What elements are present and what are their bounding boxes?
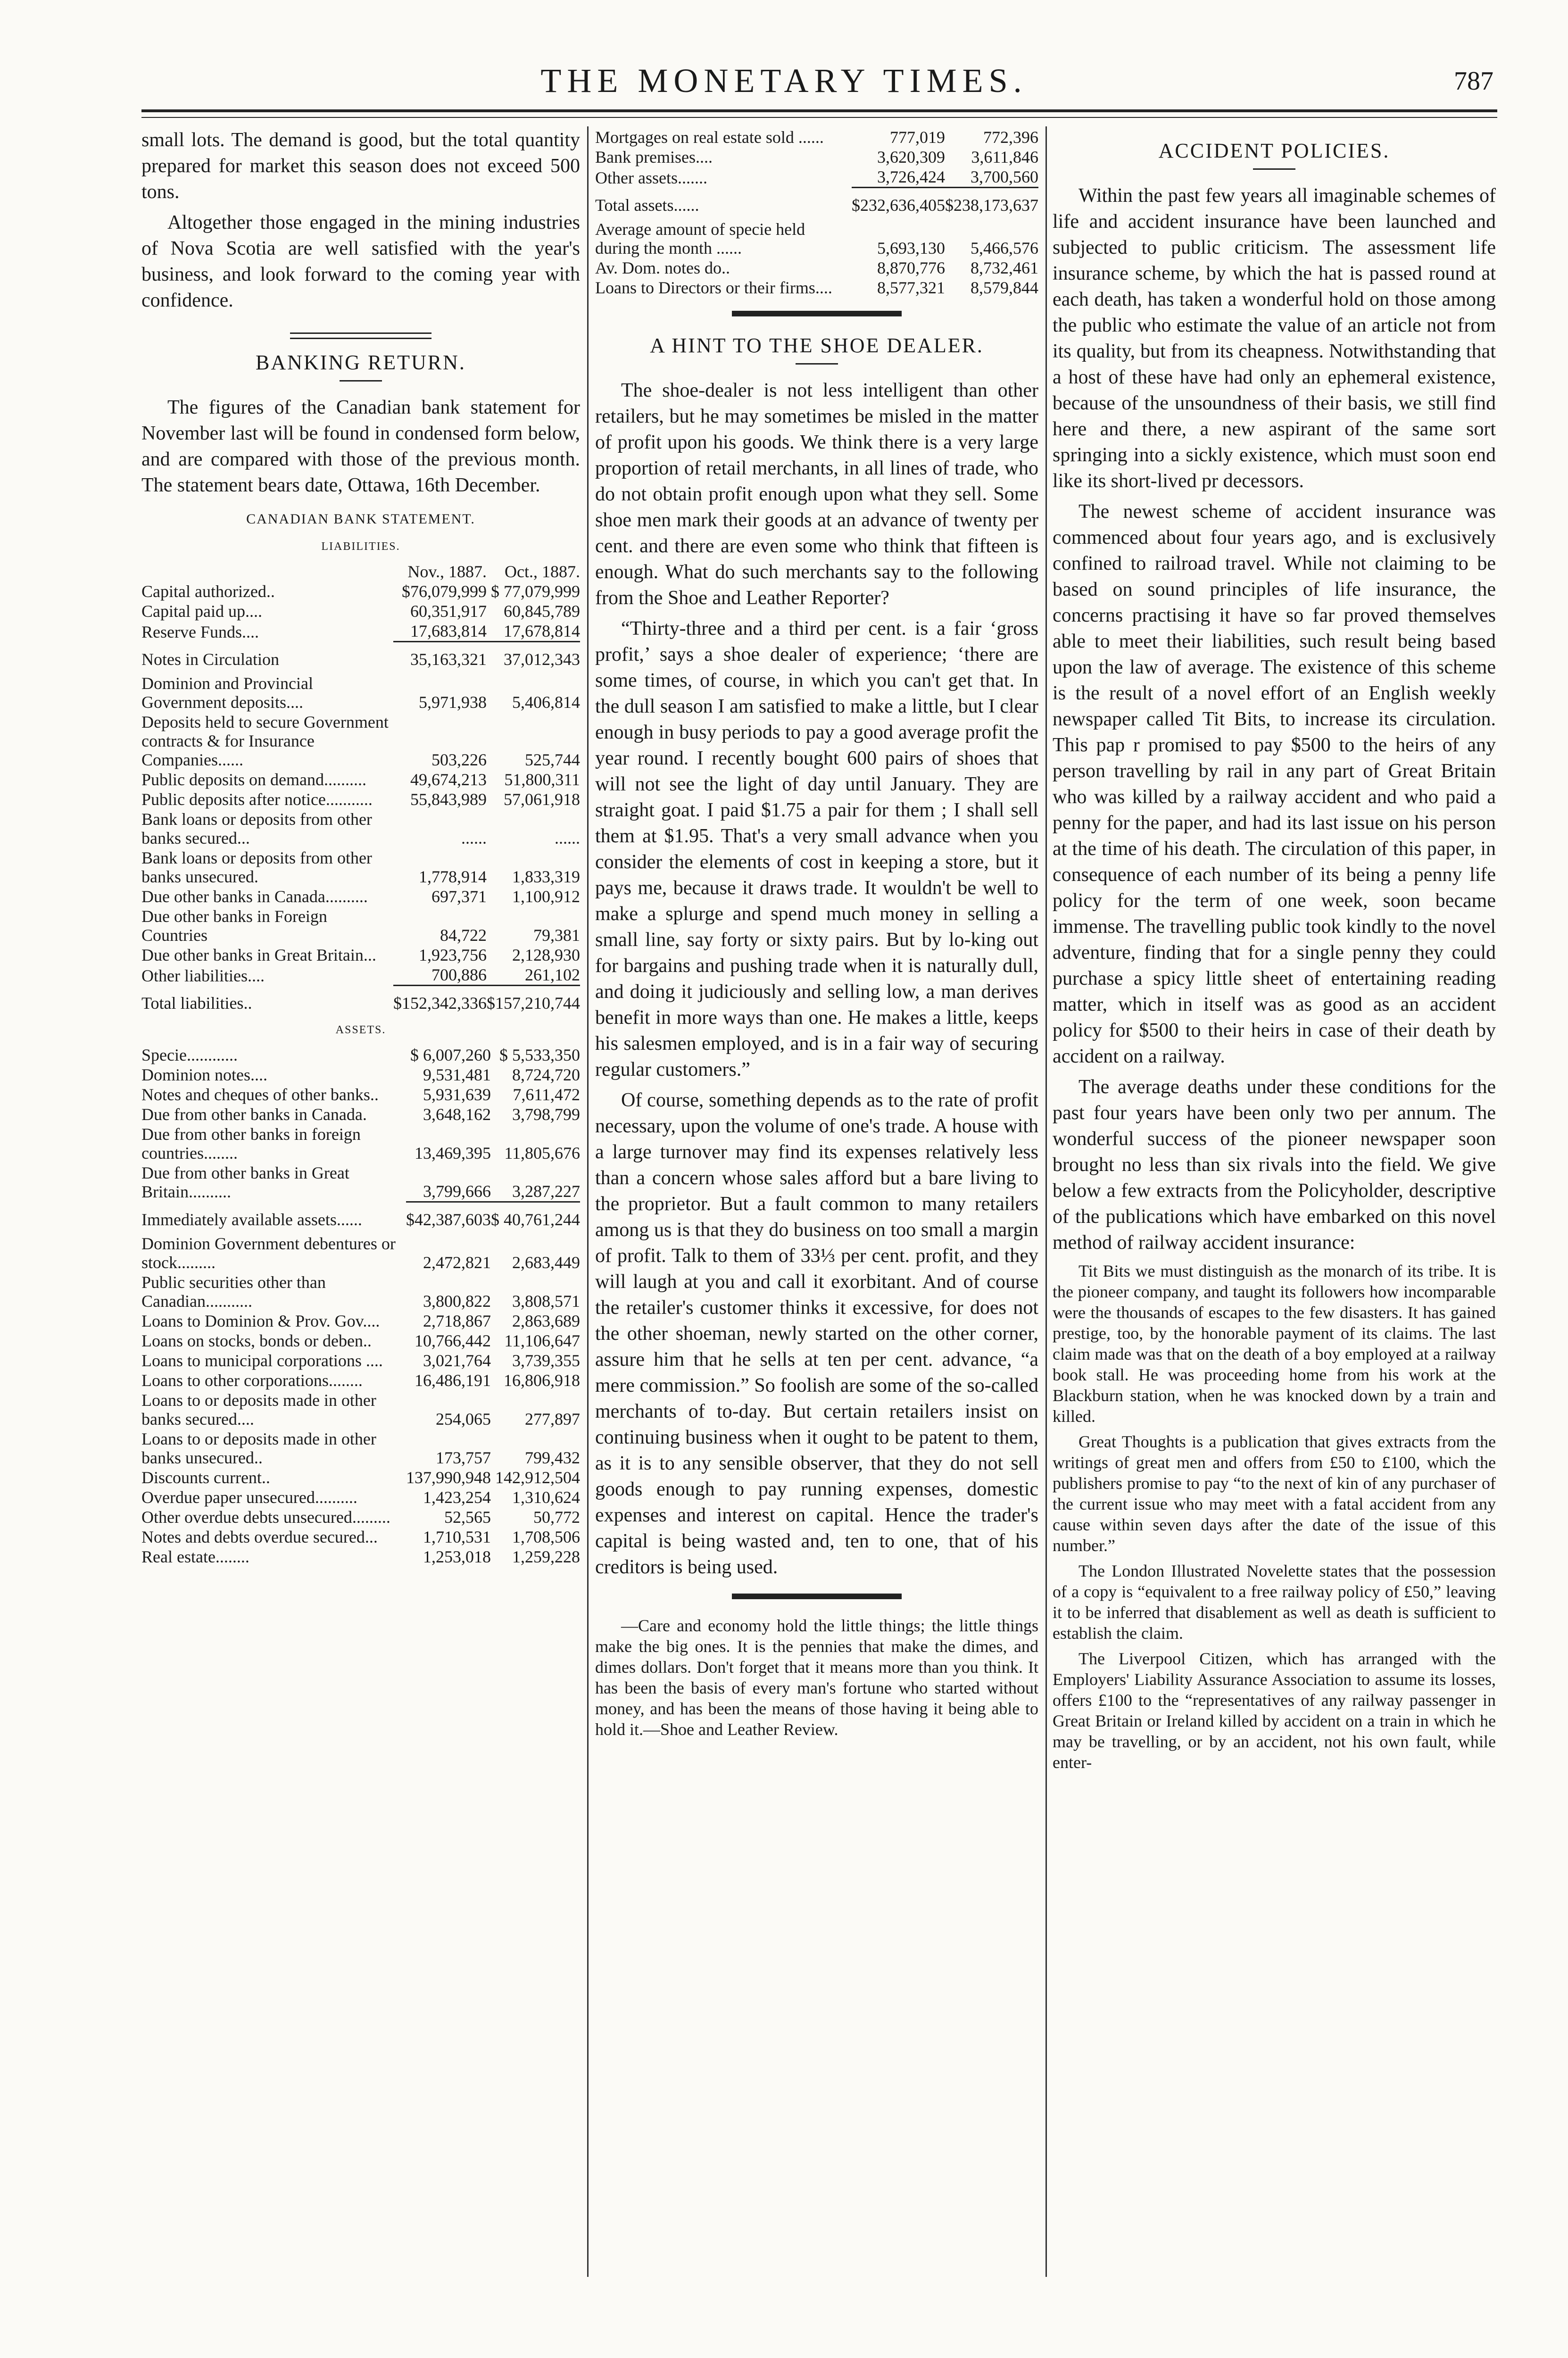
banking-heading: BANKING RETURN. bbox=[256, 351, 466, 374]
oct-value: 525,744 bbox=[525, 750, 580, 769]
row-label: Notes and cheques of other banks.. bbox=[141, 1085, 379, 1104]
row-label: Discounts current.. bbox=[141, 1468, 270, 1487]
nov-value: 3,726,424 bbox=[877, 167, 945, 186]
column-2 bbox=[595, 127, 1038, 2297]
table-row bbox=[141, 712, 580, 770]
nov-value: 3,648,162 bbox=[423, 1105, 491, 1124]
nov-value: 3,799,666 bbox=[423, 1181, 491, 1201]
table-row bbox=[595, 167, 1038, 188]
oct-value: 1,259,228 bbox=[512, 1547, 580, 1566]
row-label: Immediately available assets...... bbox=[141, 1210, 362, 1229]
oct-value: 3,739,355 bbox=[512, 1351, 580, 1370]
row-label: Other overdue debts unsecured......... bbox=[141, 1507, 390, 1527]
nov-value: 10,766,442 bbox=[415, 1331, 491, 1350]
nov-value: 9,531,481 bbox=[423, 1065, 491, 1084]
table-row bbox=[141, 1429, 580, 1468]
nov-value: 1,923,756 bbox=[419, 946, 487, 964]
oct-value: 1,310,624 bbox=[512, 1487, 580, 1507]
row-label: Public deposits after notice........... bbox=[141, 790, 373, 809]
oct-value: 277,897 bbox=[525, 1409, 580, 1428]
oct-value: 8,579,844 bbox=[971, 278, 1038, 297]
nov-value: 49,674,213 bbox=[410, 770, 487, 789]
table-row bbox=[141, 1351, 580, 1370]
nov-value: $76,079,999 bbox=[402, 582, 487, 601]
nov-value: 3,021,764 bbox=[423, 1351, 491, 1370]
nov-value: 8,870,776 bbox=[877, 258, 945, 277]
oct-value: 1,100,912 bbox=[512, 887, 580, 906]
nov-value: 17,683,814 bbox=[410, 622, 487, 640]
table-row bbox=[141, 1487, 580, 1507]
row-label: Dominion and Provincial Government deposits.... bbox=[141, 674, 313, 712]
header-rule bbox=[141, 109, 1497, 112]
intro-paragraph: Altogether those engaged in the mining industries of Nova Scotia are well satisfied with the year's business, and look forward to the coming year with confidence. bbox=[141, 212, 580, 311]
section-rule bbox=[732, 311, 902, 316]
oct-value: ...... bbox=[555, 829, 580, 847]
oct-value: 772,396 bbox=[983, 128, 1038, 147]
row-label: Due other banks in Great Britain... bbox=[141, 946, 376, 964]
row-label: Average amount of specie held during the month ...... bbox=[595, 220, 805, 257]
nov-value: 8,577,321 bbox=[877, 278, 945, 297]
row-label: Capital authorized.. bbox=[141, 582, 275, 601]
header-rule-thin bbox=[141, 117, 1497, 118]
row-label: Notes and debts overdue secured... bbox=[141, 1527, 378, 1546]
extract-paragraph: The Liverpool Citizen, which has arranged with the Employers' Liability Assurance Association to assume its losses, offers £100 to the “representatives of any railway passenger in Great Britain or Ireland killed by accident on a train in which he may be travelling, or by an accident, not his own fault, while enter- bbox=[1053, 1649, 1496, 1772]
table-row bbox=[141, 1331, 580, 1351]
nov-value: 254,065 bbox=[436, 1409, 491, 1428]
row-label: Other assets....... bbox=[595, 168, 707, 187]
table-row bbox=[141, 642, 580, 674]
table-row bbox=[141, 1124, 580, 1163]
oct-value: 5,406,814 bbox=[512, 693, 580, 712]
table-row bbox=[141, 1468, 580, 1487]
heading-rule bbox=[1253, 168, 1295, 170]
oct-value: 50,772 bbox=[533, 1507, 580, 1527]
oct-value: 11,805,676 bbox=[504, 1144, 580, 1162]
row-label: Deposits held to secure Government contracts & for Insurance Companies...... bbox=[141, 713, 389, 769]
row-label: Capital paid up.... bbox=[141, 602, 262, 621]
oct-value: 17,678,814 bbox=[504, 622, 580, 640]
row-label: Loans to other corporations........ bbox=[141, 1370, 363, 1390]
oct-value: 261,102 bbox=[525, 965, 580, 984]
table-row bbox=[595, 147, 1038, 167]
oct-value: 8,732,461 bbox=[971, 258, 1038, 277]
table-row bbox=[595, 219, 1038, 258]
statement-title: CANADIAN BANK STATEMENT. bbox=[246, 511, 475, 527]
article-paragraph: Within the past few years all imaginable schemes of life and accident insurance have been launched and subjected to public criticism. The assessment life insurance scheme, by which the hat is passed round at each death, has taken a wonderful hold on those among the public who estimate the value of an article not from its quality, but from its cheapness. Notwithstanding that a host of these have had only an ephemeral existence, because of the unsoundness of their basis, we still find here and there, a new aspirant of the same sort springing into a sickly existence, which must soon end like its short-lived pr decessors. bbox=[1053, 185, 1496, 492]
row-label: Public deposits on demand.......... bbox=[141, 770, 366, 789]
row-label: Loans to Dominion & Prov. Gov.... bbox=[141, 1311, 380, 1330]
table-row bbox=[595, 278, 1038, 298]
table-row bbox=[141, 673, 580, 712]
oct-value: 37,012,343 bbox=[487, 642, 580, 674]
liabilities-title: LIABILITIES. bbox=[321, 540, 400, 553]
table-row bbox=[141, 965, 580, 986]
table-row bbox=[141, 986, 580, 1018]
nov-value: 137,990,948 bbox=[406, 1468, 491, 1487]
assets-title: ASSETS. bbox=[335, 1024, 386, 1036]
nov-value: 173,757 bbox=[436, 1448, 491, 1467]
nov-value: 5,693,130 bbox=[877, 239, 945, 257]
table-row bbox=[141, 1163, 580, 1202]
nov-value: 13,469,395 bbox=[415, 1144, 491, 1162]
table-row bbox=[141, 1272, 580, 1311]
table-row bbox=[141, 887, 580, 906]
table-row bbox=[141, 848, 580, 887]
row-label: Loans on stocks, bonds or deben.. bbox=[141, 1331, 372, 1350]
table-row bbox=[141, 1547, 580, 1567]
nov-value: 700,886 bbox=[431, 965, 487, 984]
table-row bbox=[141, 1234, 580, 1272]
row-label: Loans to or deposits made in other banks unsecured.. bbox=[141, 1429, 376, 1467]
row-label: Due other banks in Canada.......... bbox=[141, 887, 368, 906]
assets-table bbox=[141, 1045, 580, 1567]
nov-value: 2,718,867 bbox=[423, 1311, 491, 1330]
row-label: Total liabilities.. bbox=[141, 994, 252, 1013]
column-header: Oct., 1887. bbox=[505, 562, 580, 581]
nov-value: 1,778,914 bbox=[419, 867, 487, 886]
row-label: Specie............ bbox=[141, 1046, 238, 1064]
extract-paragraph: The London Illustrated Novelette states that the possession of a copy is “equivalent to a free railway policy of £50,” leaving it to be inferred that disablement as well as death is sufficient to establish the claim. bbox=[1053, 1561, 1496, 1643]
article-paragraph: The newest scheme of accident insurance was commenced about four years ago, and is exclusively confined to railroad travel. While not claiming to be based on sound principles of life insurance, the concerns practising it have so far proved themselves able to meet their liabilities, such result being based upon the law of average. The existence of this scheme is the result of a novel effort of an English weekly newspaper called Tit Bits, to increase its circulation. This pap r promised to pay $500 to the heirs of any person travelling by rail in any part of Great Britain who was killed by a railway accident and who paid a penny for the paper, and had its last issue on his person at the time of his death. The circulation of this paper, in consequence of each number of its being a penny life policy for the term of one week, soon became immense. The travelling public took kindly to the novel adventure, finding that for a single penny they could purchase a spicy little sheet of entertaining reading matter, which in itself was as good as an accident policy for $500 to their heirs in case of their death by accident on a railway. bbox=[1053, 501, 1496, 1067]
oct-value: 51,800,311 bbox=[504, 770, 580, 789]
row-label: Notes in Circulation bbox=[141, 650, 279, 669]
nov-value: $152,342,336 bbox=[393, 986, 487, 1018]
table-row bbox=[141, 770, 580, 789]
oct-value: 8,724,720 bbox=[512, 1065, 580, 1084]
oct-value: 2,683,449 bbox=[512, 1253, 580, 1272]
table-row bbox=[141, 789, 580, 809]
table-row bbox=[141, 1527, 580, 1547]
oct-value: $ 40,761,244 bbox=[491, 1202, 580, 1234]
nov-value: 697,371 bbox=[431, 887, 487, 906]
care-paragraph: —Care and economy hold the little things; the little things make the big ones. It is the pennies that make the dimes, and dimes dollars. Don't forget that it means more than you think. It has been the basis of every man's fortune who started without money, and has been the means of those having it being able to hold it.—Shoe and Leather Review. bbox=[595, 1616, 1038, 1739]
nov-value: 35,163,321 bbox=[393, 642, 487, 674]
accident-heading: ACCIDENT POLICIES. bbox=[1158, 139, 1390, 162]
column-header: Nov., 1887. bbox=[407, 562, 487, 581]
oct-value: 3,700,560 bbox=[971, 167, 1038, 186]
oct-value: 3,798,799 bbox=[512, 1105, 580, 1124]
oct-value: 57,061,918 bbox=[504, 790, 580, 809]
nov-value: $232,636,405 bbox=[852, 188, 945, 220]
table-row bbox=[141, 1085, 580, 1104]
table-row bbox=[595, 258, 1038, 278]
oct-value: 2,863,689 bbox=[512, 1311, 580, 1330]
row-label: Dominion notes.... bbox=[141, 1065, 267, 1084]
column-3 bbox=[1053, 127, 1496, 2297]
row-label: Due from other banks in Great Britain.......... bbox=[141, 1163, 349, 1201]
oct-value: 11,106,647 bbox=[504, 1331, 580, 1350]
oct-value: 142,912,504 bbox=[495, 1468, 580, 1487]
table-row bbox=[141, 581, 580, 601]
section-rule bbox=[290, 332, 431, 339]
nov-value: 777,019 bbox=[890, 128, 945, 147]
oct-value: 799,432 bbox=[525, 1448, 580, 1467]
row-label: Public securities other than Canadian........... bbox=[141, 1272, 326, 1311]
oct-value: 7,611,472 bbox=[513, 1085, 580, 1104]
row-label: Bank loans or deposits from other banks unsecured. bbox=[141, 848, 372, 886]
table-row bbox=[141, 601, 580, 621]
table-row bbox=[141, 1311, 580, 1331]
row-label: Real estate........ bbox=[141, 1547, 249, 1566]
row-label: Bank premises.... bbox=[595, 148, 713, 166]
table-row bbox=[141, 945, 580, 965]
nov-value: 5,931,639 bbox=[423, 1085, 491, 1104]
row-label: Overdue paper unsecured.......... bbox=[141, 1487, 357, 1507]
nov-value: ...... bbox=[461, 829, 487, 847]
nov-value: 60,351,917 bbox=[410, 602, 487, 621]
oct-value: 3,611,846 bbox=[971, 148, 1038, 166]
intro-paragraph: small lots. The demand is good, but the total quantity prepared for market this season does not exceed 500 tons. bbox=[141, 129, 580, 203]
oct-value: 2,128,930 bbox=[512, 946, 580, 964]
oct-value: 3,808,571 bbox=[512, 1291, 580, 1311]
table-row bbox=[141, 906, 580, 945]
nov-value: $42,387,603 bbox=[406, 1202, 491, 1234]
table-row bbox=[141, 1065, 580, 1085]
table-row bbox=[141, 1045, 580, 1065]
row-label: Loans to or deposits made in other banks secured.... bbox=[141, 1390, 376, 1428]
article-paragraph: The shoe-dealer is not less intelligent than other retailers, but he may sometimes be misled in the matter of profit upon his goods. We think there is a very large proportion of retail merchants, in all lines of trade, who do not obtain profit enough upon what they sell. Some shoe men mark their goods at an advance of twenty per cent. and there are even some who think that fifteen is enough. What do such merchants say to the following from the Shoe and Leather Reporter? bbox=[595, 380, 1038, 609]
table-row bbox=[141, 1390, 580, 1429]
extract-paragraph: Great Thoughts is a publication that gives extracts from the writings of great men and offers from £50 to £100, which the publishers promise to pay “to the next of kin of any purchaser of the current issue who may meet with a fatal accident from any cause within seven days after the date of the issue of this number.” bbox=[1053, 1432, 1496, 1555]
row-label: Bank loans or deposits from other banks secured... bbox=[141, 810, 372, 847]
row-label: Loans to municipal corporations .... bbox=[141, 1351, 383, 1370]
nov-value: 1,253,018 bbox=[423, 1547, 491, 1566]
table-row bbox=[141, 809, 580, 848]
row-label: Mortgages on real estate sold ...... bbox=[595, 128, 824, 147]
table-row bbox=[141, 1507, 580, 1527]
table-row bbox=[141, 621, 580, 642]
oct-value: 3,287,227 bbox=[512, 1181, 580, 1201]
shoe-heading: A HINT TO THE SHOE DEALER. bbox=[650, 334, 984, 357]
table-row bbox=[141, 1202, 580, 1234]
row-label: Dominion Government debentures or stock......... bbox=[141, 1234, 396, 1272]
oct-value: $ 5,533,350 bbox=[499, 1046, 580, 1064]
oct-value: $238,173,637 bbox=[945, 188, 1038, 220]
nov-value: 16,486,191 bbox=[415, 1370, 491, 1390]
row-label: Due from other banks in foreign countries........ bbox=[141, 1125, 361, 1162]
table-row bbox=[141, 1104, 580, 1124]
oct-value: 1,833,319 bbox=[512, 867, 580, 886]
row-label: Other liabilities.... bbox=[141, 966, 265, 985]
oct-value: $157,210,744 bbox=[487, 986, 580, 1018]
row-label: Av. Dom. notes do.. bbox=[595, 258, 730, 277]
row-label: Total assets...... bbox=[595, 196, 699, 215]
oct-value: 1,708,506 bbox=[512, 1527, 580, 1546]
assets-continued-table bbox=[595, 127, 1038, 298]
nov-value: 503,226 bbox=[431, 750, 487, 769]
nov-value: 55,843,989 bbox=[410, 790, 487, 809]
row-label: Reserve Funds.... bbox=[141, 622, 259, 641]
heading-rule bbox=[796, 363, 838, 365]
article-paragraph: “Thirty-three and a third per cent. is a fair ‘gross profit,’ says a shoe dealer of experience; ‘there are some times, of course, in which you can't get that. In the dull season I am satisfied to make a little, but I clear enough in busy periods to pay a good average profit the year round. I recently bought 600 pairs of shoes that will not see the light of day until January. They are straight goat. I paid $1.75 a pair for them ; I shall sell them at $1.95. That's a very small advance when you consider the elements of cost in keeping a store, but it pays me, because it draws trade. It wouldn't be well to make a splurge and spend much money in selling a small line, say forty or sixty pairs. But by lo-king out for bargains and pushing trade when it is naturally dull, and doing it judiciously and selling low, a man derives benefit in more ways than one. He makes a little, keeps his salesmen employed, and is in a fair way of securing regular customers.” bbox=[595, 618, 1038, 1080]
table-header-row bbox=[141, 562, 580, 581]
nov-value: $ 6,007,260 bbox=[410, 1046, 491, 1064]
column-divider bbox=[1045, 126, 1047, 2277]
column-1 bbox=[141, 127, 580, 2297]
page-header-title: THE MONETARY TIMES. bbox=[540, 62, 1028, 100]
oct-value: 5,466,576 bbox=[971, 239, 1038, 257]
nov-value: 3,800,822 bbox=[423, 1291, 491, 1311]
page-number: 787 bbox=[1454, 66, 1493, 96]
row-label: Due from other banks in Canada. bbox=[141, 1105, 367, 1124]
column-divider bbox=[587, 126, 589, 2277]
nov-value: 52,565 bbox=[444, 1507, 491, 1527]
section-rule bbox=[732, 1594, 902, 1599]
row-label: Loans to Directors or their firms.... bbox=[595, 278, 832, 297]
table-row bbox=[595, 188, 1038, 220]
nov-value: 1,423,254 bbox=[423, 1487, 491, 1507]
oct-value: $ 77,079,999 bbox=[491, 582, 580, 601]
row-label: Due other banks in Foreign Countries bbox=[141, 907, 327, 945]
banking-paragraph: The figures of the Canadian bank statement for November last will be found in condensed form below, and are compared with those of the previous month. The statement bears date, Ottawa, 16th December. bbox=[141, 397, 580, 496]
table-row bbox=[141, 1370, 580, 1390]
extract-paragraph: Tit Bits we must distinguish as the monarch of its tribe. It is the pioneer company, and taught its followers how incomparable were the thousands of escapes to the few disasters. It has gained prestige, too, by the honorable payment of its claims. The last claim made was that on the death of a boy employed at a railway book stall. He was proceeding home from his work at the Blackburn station, when he was knocked down by a train and killed. bbox=[1053, 1262, 1496, 1426]
oct-value: 16,806,918 bbox=[504, 1370, 580, 1390]
article-paragraph: Of course, something depends as to the rate of profit necessary, upon the volume of one's trade. A house with a large turnover may find its expenses relatively less than a concern whose sales afford but a bare living to the proprietor. But a fault common to many retailers among us is that they do business on too small a margin of profit. Talk to them of 33⅓ per cent. profit, and they will laugh at you and call it exorbitant. And of course the retailer's customer thinks it excessive, for does not the other shoeman, newly started on the other corner, assure him that he sells at ten per cent. advance, “a mere commission.” So foolish are some of the so-called merchants of to-day. But certain retailers insist on continuing business when it ought to be patent to them, as it is to any sensible observer, that they do not sell goods enough to pay running expenses, domestic expenses and interest on capital. Hence the trader's capital is being wasted and, ten to one, that of his creditors is being used. bbox=[595, 1089, 1038, 1578]
nov-value: 5,971,938 bbox=[419, 693, 487, 712]
oct-value: 79,381 bbox=[533, 926, 580, 945]
nov-value: 2,472,821 bbox=[423, 1253, 491, 1272]
nov-value: 84,722 bbox=[440, 926, 487, 945]
nov-value: 1,710,531 bbox=[423, 1527, 491, 1546]
liabilities-table bbox=[141, 562, 580, 1017]
oct-value: 60,845,789 bbox=[504, 602, 580, 621]
table-row bbox=[595, 127, 1038, 147]
nov-value: 3,620,309 bbox=[877, 148, 945, 166]
heading-rule bbox=[340, 380, 382, 382]
article-paragraph: The average deaths under these conditions for the past four years have been only two per annum. The wonderful success of the pioneer newspaper soon brought no less than six rivals into the field. We give below a few extracts from the Policyholder, descriptive of the publications which have embarked on this novel method of railway accident insurance: bbox=[1053, 1076, 1496, 1254]
